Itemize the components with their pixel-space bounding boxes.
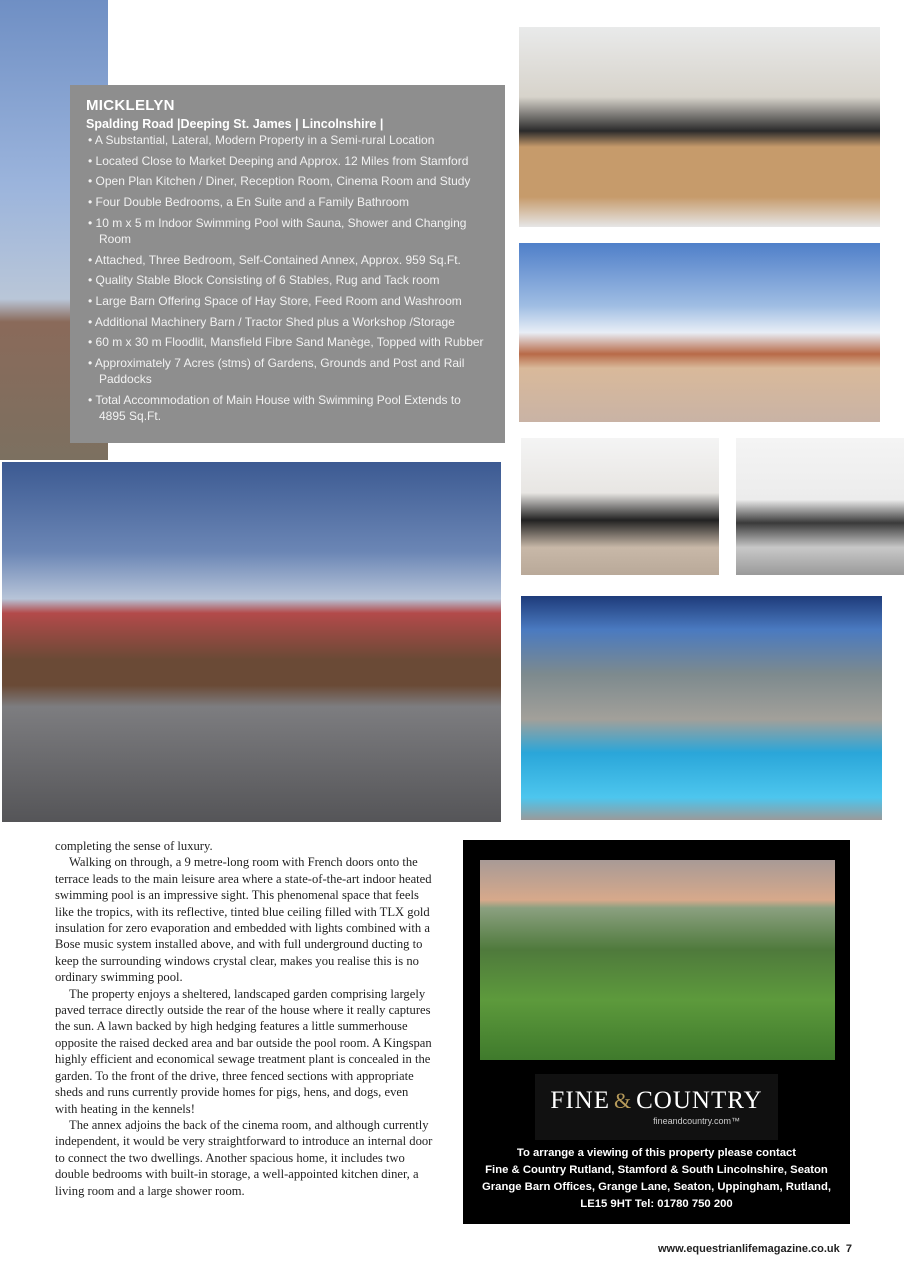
- feature-item: • Open Plan Kitchen / Diner, Reception Room, Cinema Room and Study: [86, 173, 489, 189]
- website-link[interactable]: www.equestrianlifemagazine.co.uk: [658, 1243, 840, 1255]
- exterior-photo: [519, 243, 880, 422]
- feature-item: • Approximately 7 Acres (stms) of Gardens, Grounds and Post and Rail Paddocks: [86, 355, 489, 388]
- bedroom-photo: [521, 438, 719, 575]
- page-number: 7: [845, 1243, 853, 1255]
- feature-item: • Located Close to Market Deeping and Approx. 12 Miles from Stamford: [86, 153, 489, 169]
- logo-wordmark: FINE & COUNTRY: [550, 1087, 763, 1114]
- contact-line: To arrange a viewing of this property please contact: [516, 1147, 797, 1159]
- agent-contact-box: [463, 840, 850, 1224]
- kitchen-photo: [519, 27, 880, 227]
- paragraph: The property enjoys a sheltered, landscaped garden comprising largely paved terrace directly outside the rear of the house where it really captures the sun. A lawn backed by high hedging features a little summerhouse opposite the raised decked area and bar outside the pool room. A Kingspan highly efficient and economical sewage treatment plant is concealed in the garden. To the front of the drive, three fenced sections with appropriate sheds and runs currently provide homes for pigs, hens, and dogs, even with heating in the kennels!: [55, 986, 432, 1116]
- paragraph: completing the sense of luxury.: [55, 839, 213, 853]
- page-footer: [658, 1243, 852, 1255]
- feature-item: • 10 m x 5 m Indoor Swimming Pool with Sauna, Shower and Changing Room: [86, 215, 489, 248]
- contact-details: [463, 1145, 850, 1213]
- feature-item: • Large Barn Offering Space of Hay Store, Feed Room and Washroom: [86, 293, 489, 309]
- property-title: MICKLELYN: [86, 97, 175, 114]
- feature-item: • A Substantial, Lateral, Modern Property in a Semi-rural Location: [86, 132, 489, 148]
- logo-url: fineandcountry.com™: [653, 1116, 740, 1126]
- feature-item: • Total Accommodation of Main House with Swimming Pool Extends to 4895 Sq.Ft.: [86, 392, 489, 425]
- feature-item: • Additional Machinery Barn / Tractor Shed plus a Workshop /Storage: [86, 314, 489, 330]
- contact-line: LE15 9HT Tel: 01780 750 200: [580, 1198, 733, 1210]
- feature-item: • Four Double Bedrooms, a En Suite and a Family Bathroom: [86, 194, 489, 210]
- feature-item: • Attached, Three Bedroom, Self-Contained Annex, Approx. 959 Sq.Ft.: [86, 252, 489, 268]
- contact-line: Fine & Country Rutland, Stamford & South Lincolnshire, Seaton: [485, 1164, 828, 1176]
- feature-item: • Quality Stable Block Consisting of 6 Stables, Rug and Tack room: [86, 272, 489, 288]
- swimming-pool-photo: [521, 596, 882, 820]
- paragraph: Walking on through, a 9 metre-long room with French doors onto the terrace leads to the main leisure area where a state-of-the-art indoor heated swimming pool is an impressive sight. This phenomenal space that feels like the tropics, with its reflective, tinted blue ceiling filled with TLX gold insulation for zero evaporation and embedded with lights combined with a Bose music system installed above, and with full underground ducting to keep the surrounding windows crystal clear, makes you realise this is no ordinary swimming pool.: [55, 855, 432, 985]
- stable-block-photo: [2, 462, 501, 822]
- paragraph: The annex adjoins the back of the cinema room, and although currently independent, it would be very straightforward to introduce an internal door to connect the two dwellings. Another spacious home, it includes two double bedrooms with built-in storage, a well-appointed kitchen diner, a living room and a large shower room.: [55, 1117, 433, 1198]
- contact-line: Grange Barn Offices, Grange Lane, Seaton, Uppingham, Rutland,: [481, 1181, 831, 1193]
- feature-item: • 60 m x 30 m Floodlit, Mansfield Fibre Sand Manège, Topped with Rubber: [86, 334, 489, 350]
- property-address: Spalding Road |Deeping St. James | Lincolnshire |: [86, 117, 384, 131]
- feature-list: [86, 132, 489, 425]
- property-info-box: [70, 85, 505, 443]
- aerial-photo: [480, 860, 835, 1060]
- article-body: [55, 838, 433, 1199]
- living-room-photo: [736, 438, 904, 575]
- fine-and-country-logo: [535, 1074, 778, 1140]
